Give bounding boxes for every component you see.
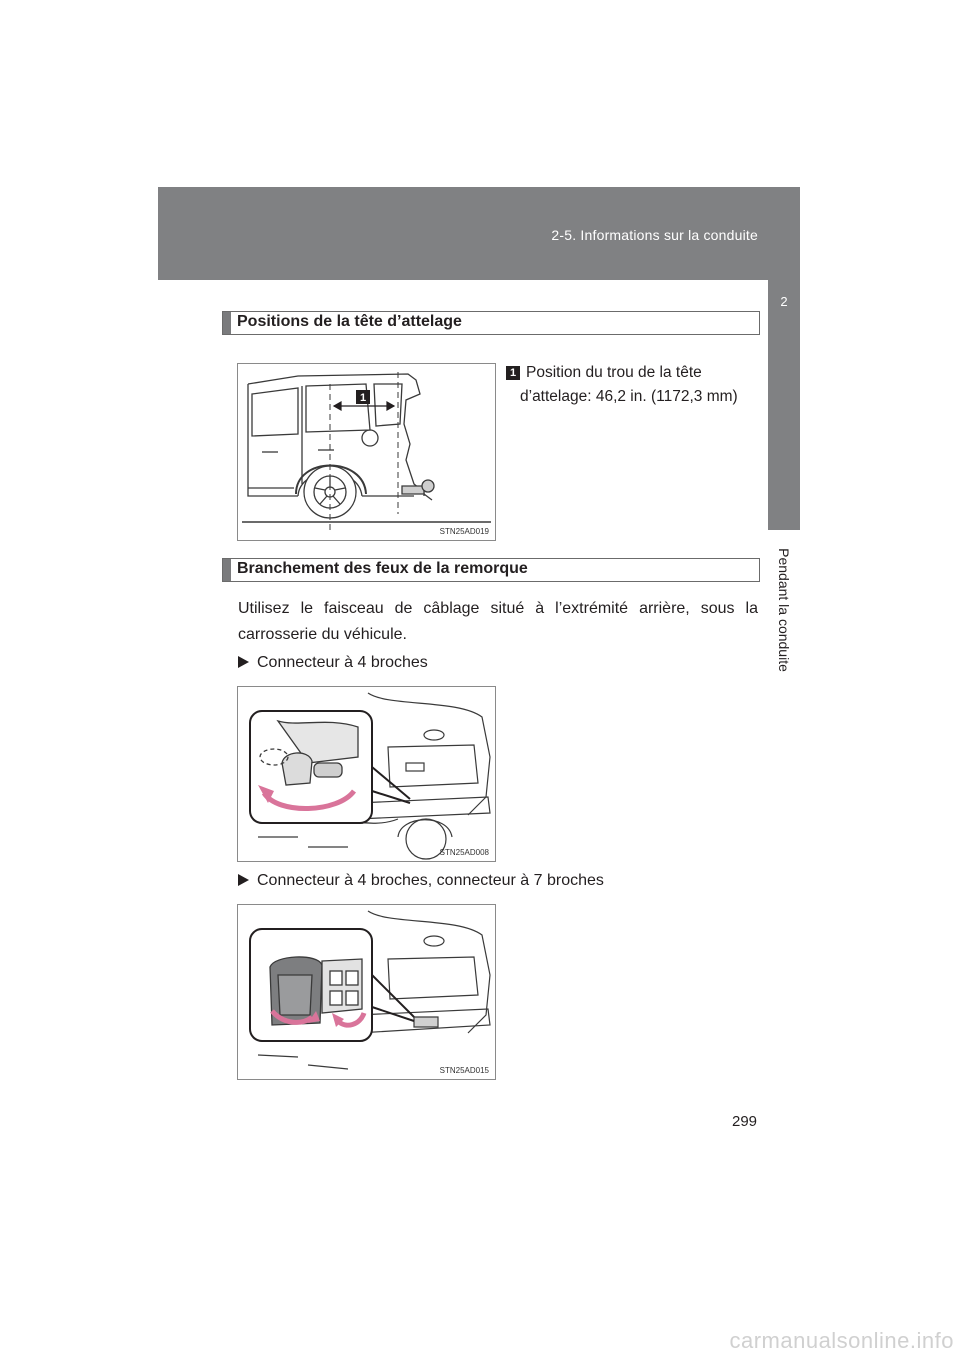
section-heading-hitch-positions <box>222 311 760 335</box>
chapter-number: 2 <box>780 294 788 309</box>
chapter-label-text: Pendant la conduite <box>776 548 793 672</box>
chapter-label <box>769 540 799 680</box>
bullet-text: Connecteur à 4 broches, connecteur à 7 broches <box>257 872 604 889</box>
section-heading-title: Branchement des feux de la remorque <box>237 560 528 577</box>
figure-code: STN25AD019 <box>439 527 489 536</box>
triangle-bullet-icon <box>238 874 249 886</box>
figure-code: STN25AD015 <box>439 1066 489 1075</box>
triangle-bullet-icon <box>238 656 249 668</box>
page-number: 299 <box>732 1113 758 1130</box>
callout-first-line: Position du trou de la tête <box>526 364 702 381</box>
connector-7-pin-figure <box>237 904 496 1080</box>
connector-4-pin-figure <box>237 686 496 862</box>
bullet-4-pin <box>238 654 428 672</box>
callout-continuation: d’attelage: 46,2 in. (1172,3 mm) <box>520 388 738 405</box>
section-heading-title: Positions de la tête d’attelage <box>237 313 462 330</box>
header-band <box>158 187 800 280</box>
figure-badge-text: 1 <box>359 392 367 404</box>
intro-paragraph: Utilisez le faisceau de câblage situé à l’extrémité arrière, sous la carrosserie du véhicule. <box>238 600 758 643</box>
bullet-4-7-pin <box>238 872 604 890</box>
suv-rear-illustration <box>238 364 495 540</box>
hitch-position-callout <box>506 361 758 409</box>
section-header-title: 2-5. Informations sur la conduite <box>551 227 758 243</box>
connector-7-pin-illustration <box>238 905 495 1079</box>
watermark-text: carmanualsonline.info <box>729 1328 954 1353</box>
chapter-tab[interactable] <box>768 280 800 530</box>
figure-code: STN25AD008 <box>439 848 489 857</box>
callout-badge: 1 <box>506 366 520 380</box>
bullet-text: Connecteur à 4 broches <box>257 654 428 671</box>
section-heading-trailer-lights <box>222 558 760 582</box>
hitch-position-figure <box>237 363 496 541</box>
connector-4-pin-illustration <box>238 687 495 861</box>
